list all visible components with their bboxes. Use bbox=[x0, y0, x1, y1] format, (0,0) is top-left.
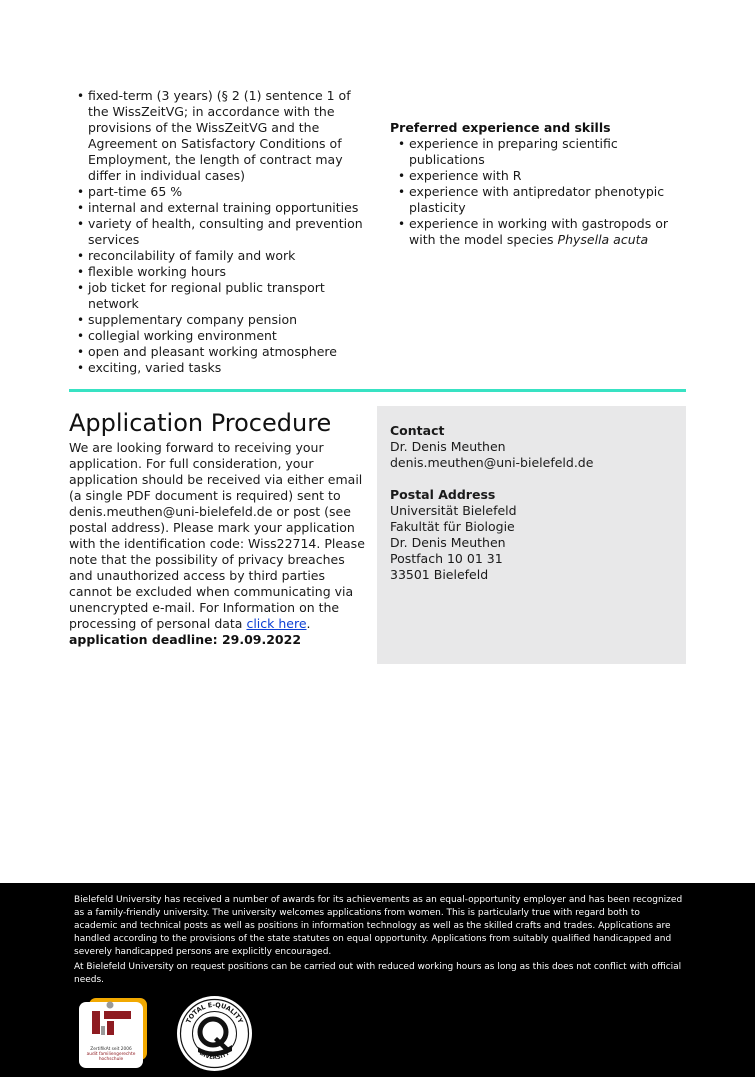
species-name: Physella acuta bbox=[557, 232, 649, 247]
contact-heading: Contact bbox=[390, 423, 445, 438]
footer-equal-opportunity-text: Bielefeld University has received a number of awards for its achievements as an equal-opportunity employer and has been recognized as a family-friendly university. The university welcomes applications from women. This is particularly true with regard both to academic and technical posts as well as positions in information technology as well as the skilled crafts and trades. Applications are handled according to the provisions of the state statutes on equal opportunity. Applications from suitably qualified handicapped and severely handicapped persons are explicitly encouraged. bbox=[74, 895, 683, 957]
logo-equality-text-top-path: TOTAL E-QUALITY bbox=[184, 1000, 245, 1025]
benefit-item: • job ticket for regional public transport network bbox=[69, 280, 369, 312]
benefits-column bbox=[69, 88, 369, 376]
logo-family-bar-small bbox=[101, 1026, 105, 1035]
skill-item: • experience in preparing scientific publications bbox=[390, 136, 685, 168]
contact-spacer bbox=[390, 471, 593, 487]
skill-item: • experience with antipredator phenotypic plasticity bbox=[390, 184, 685, 216]
footer-reduced-hours-text: At Bielefeld University on request positions can be carried out with reduced working hours as long as this does not conflict with official needs. bbox=[74, 962, 682, 985]
postal-line: Postfach 10 01 31 bbox=[390, 551, 503, 566]
logo-family-bar-mid bbox=[107, 1021, 114, 1035]
postal-heading: Postal Address bbox=[390, 487, 496, 502]
benefit-item: • flexible working hours bbox=[69, 264, 369, 280]
skill-item-species bbox=[390, 216, 685, 248]
logo-family-text-line2: audit familiengerechte bbox=[86, 1052, 136, 1057]
skill-item: • experience with R bbox=[390, 168, 685, 184]
postal-line: Dr. Denis Meuthen bbox=[390, 535, 506, 550]
total-equality-logo bbox=[176, 995, 253, 1072]
application-body-end: . bbox=[306, 616, 311, 631]
logo-family-bar-top bbox=[104, 1011, 131, 1019]
benefit-item: • supplementary company pension bbox=[69, 312, 369, 328]
footer bbox=[0, 883, 755, 1077]
benefit-item: • reconcilability of family and work bbox=[69, 248, 369, 264]
postal-line: Universität Bielefeld bbox=[390, 503, 517, 518]
logo-family-dot bbox=[107, 1002, 114, 1009]
footer-text bbox=[74, 894, 684, 989]
benefits-list bbox=[69, 88, 369, 376]
skills-heading: Preferred experience and skills bbox=[390, 120, 611, 135]
application-title: Application Procedure bbox=[69, 409, 332, 437]
benefit-item: • exciting, varied tasks bbox=[69, 360, 369, 376]
contact-email[interactable]: denis.meuthen@uni-bielefeld.de bbox=[390, 455, 594, 470]
benefit-item: • internal and external training opportunities bbox=[69, 200, 369, 216]
privacy-link[interactable]: click here bbox=[246, 616, 307, 631]
contact-box bbox=[377, 406, 686, 664]
application-text bbox=[69, 440, 369, 632]
application-body: We are looking forward to receiving your application. For full consideration, your application should be received via either email (a single PDF document is required) sent to denis.meuthen@uni-bielefeld.de or post (see postal address). Please mark your application with the identification code: Wiss22714. Please note that the possibility of privacy breaches and unauthorized access by third parties cannot be excluded when communicating via unencrypted e-mail. For Information on the processing of personal data bbox=[69, 440, 365, 631]
postal-line: Fakultät für Biologie bbox=[390, 519, 515, 534]
contact-name: Dr. Denis Meuthen bbox=[390, 439, 506, 454]
skills-column bbox=[390, 120, 685, 248]
logo-equality-text-bottom-path: DIVERSITY bbox=[198, 1050, 231, 1062]
section-divider bbox=[69, 389, 686, 392]
family-audit-logo bbox=[79, 998, 149, 1070]
postal-line: 33501 Bielefeld bbox=[390, 567, 489, 582]
logo-family-bar-left bbox=[92, 1011, 100, 1034]
logo-family-text-line3: hochschule bbox=[98, 1057, 124, 1062]
benefit-item: • open and pleasant working atmosphere bbox=[69, 344, 369, 360]
logo-family-text-line1: ZertifikAt seit 2006 bbox=[90, 1047, 132, 1052]
benefit-item: • fixed-term (3 years) (§ 2 (1) sentence 1 of the WissZeitVG; in accordance with the provisions of the WissZeitVG and the Agreement on Satisfactory Conditions of Employment, the length of contract may differ in individual cases) bbox=[69, 88, 369, 184]
benefit-item: • variety of health, consulting and prevention services bbox=[69, 216, 369, 248]
contact-content bbox=[390, 423, 593, 583]
skills-list bbox=[390, 136, 685, 248]
skill-item-prefix: experience in working with gastropods or with the model species bbox=[409, 216, 668, 247]
application-deadline: application deadline: 29.09.2022 bbox=[69, 632, 302, 647]
benefit-item: • part-time 65 % bbox=[69, 184, 369, 200]
benefit-item: • collegial working environment bbox=[69, 328, 369, 344]
